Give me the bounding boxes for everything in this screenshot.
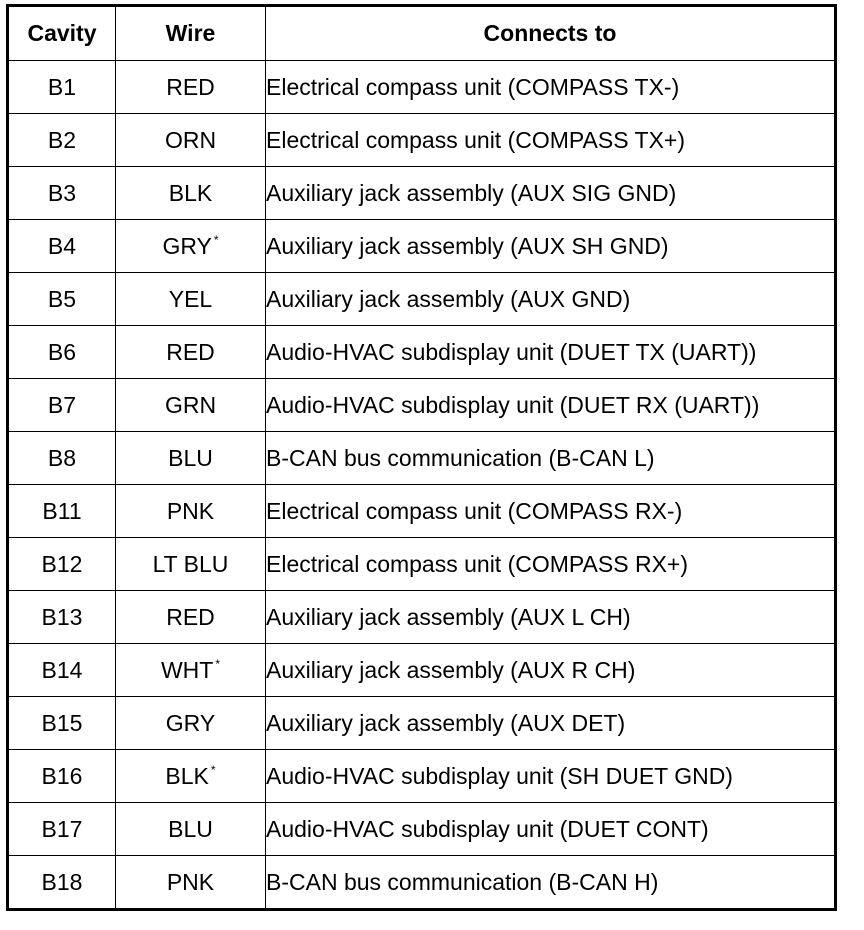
- wire-color: WHT: [160, 656, 214, 683]
- table-row: [8, 273, 836, 326]
- cavity-cell: B17: [8, 803, 116, 856]
- wire-cell: [116, 379, 266, 432]
- wire-cell: [116, 167, 266, 220]
- wire-color: GRY: [162, 232, 212, 259]
- connects-to-cell: B-CAN bus communication (B-CAN H): [266, 856, 836, 910]
- connects-to-cell: Electrical compass unit (COMPASS TX+): [266, 114, 836, 167]
- wire-color: LT BLU: [152, 550, 229, 577]
- cavity-cell: B8: [8, 432, 116, 485]
- cavity-cell: B3: [8, 167, 116, 220]
- cavity-cell: B7: [8, 379, 116, 432]
- connects-to-cell: Electrical compass unit (COMPASS TX-): [266, 61, 836, 114]
- wire-cell: [116, 273, 266, 326]
- table-row: [8, 379, 836, 432]
- table-row: [8, 697, 836, 750]
- cavity-cell: B18: [8, 856, 116, 910]
- connects-to-cell: B-CAN bus communication (B-CAN L): [266, 432, 836, 485]
- wire-color: RED: [166, 73, 215, 100]
- wire-color: GRY: [165, 709, 216, 736]
- table-body: [8, 61, 836, 910]
- wire-cell: [116, 220, 266, 273]
- connects-to-cell: Electrical compass unit (COMPASS RX+): [266, 538, 836, 591]
- wire-cell: [116, 750, 266, 803]
- wire-cell: [116, 644, 266, 697]
- connects-to-cell: Auxiliary jack assembly (AUX L CH): [266, 591, 836, 644]
- wire-color: BLU: [168, 444, 213, 471]
- wire-color: RED: [166, 603, 215, 630]
- connector-table-container: [6, 4, 837, 911]
- table-row: [8, 61, 836, 114]
- wire-cell: [116, 856, 266, 910]
- wire-cell: [116, 61, 266, 114]
- cavity-cell: B5: [8, 273, 116, 326]
- wire-cell: [116, 591, 266, 644]
- connects-to-cell: Auxiliary jack assembly (AUX GND): [266, 273, 836, 326]
- header-cavity: Cavity: [8, 6, 116, 61]
- connects-to-cell: Audio-HVAC subdisplay unit (SH DUET GND): [266, 750, 836, 803]
- footnote-marker: *: [213, 232, 219, 247]
- cavity-cell: B1: [8, 61, 116, 114]
- wire-color: ORN: [164, 126, 217, 153]
- wire-color: BLK: [165, 762, 209, 789]
- table-row: [8, 326, 836, 379]
- wire-color: BLK: [168, 179, 213, 206]
- wire-color: GRN: [164, 391, 217, 418]
- header-wire: Wire: [116, 6, 266, 61]
- connects-to-cell: Electrical compass unit (COMPASS RX-): [266, 485, 836, 538]
- table-row: [8, 644, 836, 697]
- connector-pinout-table: [6, 4, 837, 911]
- cavity-cell: B11: [8, 485, 116, 538]
- footnote-marker: *: [215, 656, 221, 671]
- table-row: [8, 485, 836, 538]
- cavity-cell: B4: [8, 220, 116, 273]
- connects-to-cell: Auxiliary jack assembly (AUX R CH): [266, 644, 836, 697]
- cavity-cell: B16: [8, 750, 116, 803]
- wire-color: PNK: [166, 497, 215, 524]
- table-row: [8, 167, 836, 220]
- wire-cell: [116, 803, 266, 856]
- table-header-row: [8, 6, 836, 61]
- wire-cell: [116, 114, 266, 167]
- table-row: [8, 114, 836, 167]
- wire-color: YEL: [168, 285, 213, 312]
- connects-to-cell: Audio-HVAC subdisplay unit (DUET RX (UART)): [266, 379, 836, 432]
- connects-to-cell: Audio-HVAC subdisplay unit (DUET CONT): [266, 803, 836, 856]
- footnote-marker: *: [210, 762, 216, 777]
- cavity-cell: B2: [8, 114, 116, 167]
- wire-color: RED: [166, 338, 215, 365]
- connects-to-cell: Auxiliary jack assembly (AUX SH GND): [266, 220, 836, 273]
- table-row: [8, 432, 836, 485]
- cavity-cell: B14: [8, 644, 116, 697]
- connects-to-cell: Audio-HVAC subdisplay unit (DUET TX (UART)): [266, 326, 836, 379]
- table-row: [8, 803, 836, 856]
- cavity-cell: B15: [8, 697, 116, 750]
- connects-to-cell: Auxiliary jack assembly (AUX DET): [266, 697, 836, 750]
- wire-cell: [116, 326, 266, 379]
- connects-to-cell: Auxiliary jack assembly (AUX SIG GND): [266, 167, 836, 220]
- header-connects-to: Connects to: [266, 6, 836, 61]
- wire-cell: [116, 432, 266, 485]
- table-row: [8, 750, 836, 803]
- cavity-cell: B13: [8, 591, 116, 644]
- cavity-cell: B12: [8, 538, 116, 591]
- cavity-cell: B6: [8, 326, 116, 379]
- table-row: [8, 591, 836, 644]
- wire-cell: [116, 538, 266, 591]
- wire-color: BLU: [168, 815, 213, 842]
- table-row: [8, 538, 836, 591]
- table-row: [8, 220, 836, 273]
- wire-cell: [116, 485, 266, 538]
- table-row: [8, 856, 836, 910]
- wire-color: PNK: [166, 868, 215, 895]
- wire-cell: [116, 697, 266, 750]
